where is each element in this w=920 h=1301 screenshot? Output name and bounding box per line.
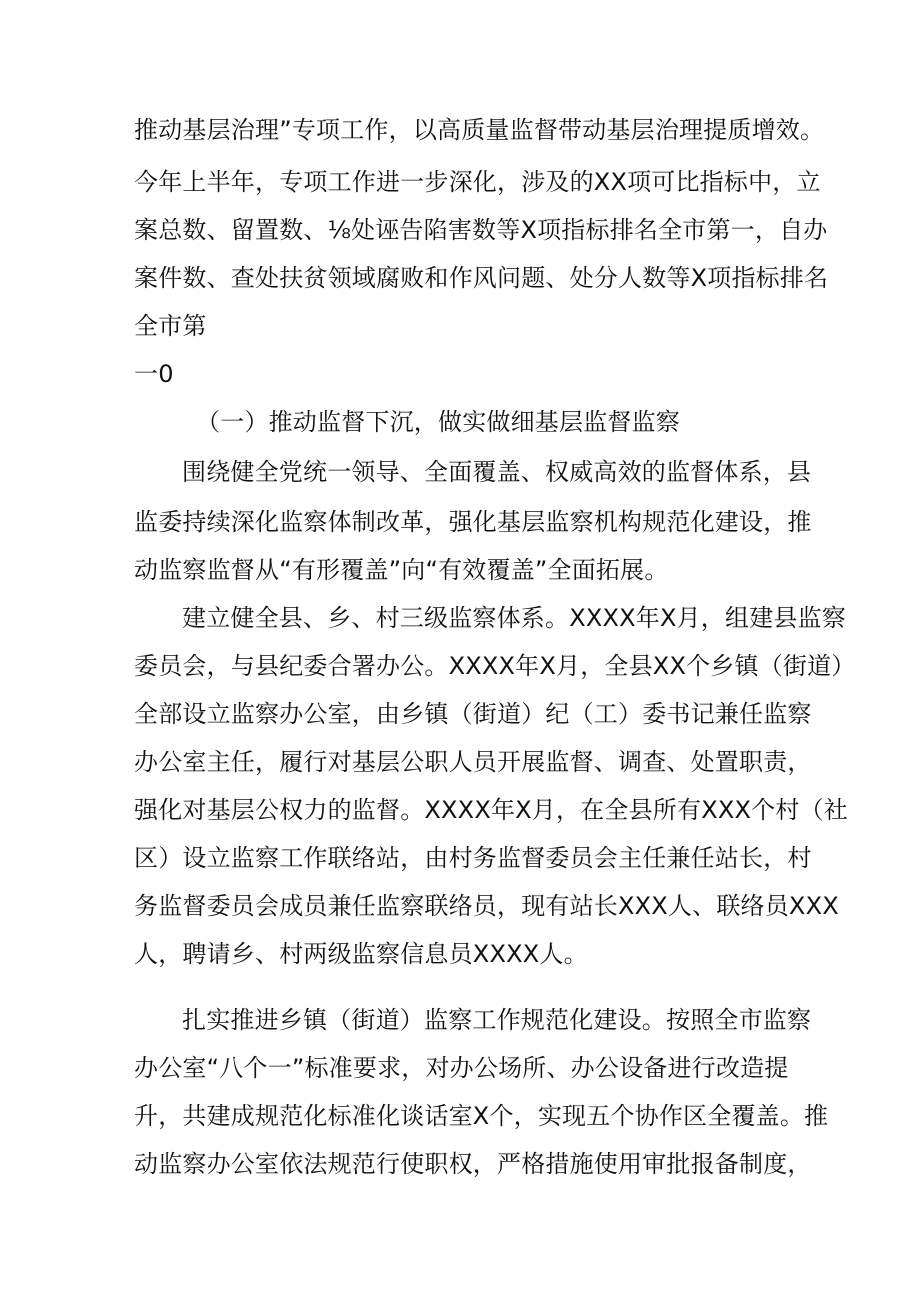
text-line-14: 办公室主任，履行对基层公职人员开展监督、调查、处置职责， bbox=[134, 748, 812, 776]
text-line-13: 全部设立监察办公室，由乡镇（街道）纪（工）委书记兼任监察 bbox=[134, 700, 812, 728]
text-line-15: 强化对基层公权力的监督。XXXX年X月，在全县所有XXX个村（社 bbox=[134, 796, 848, 824]
text-line-11: 建立健全县、乡、村三级监察体系。XXXX年X月，组建县监察 bbox=[182, 604, 847, 632]
text-line-5: 全市第 bbox=[134, 312, 207, 340]
text-line-17: 务监督委员会成员兼任监察联络员，现有站长XXX人、联络员XXX bbox=[134, 892, 839, 920]
text-line-10: 动监察监督从“有形覆盖”向“有效覆盖”全面拓展。 bbox=[134, 556, 669, 584]
text-line-1: 推动基层治理”专项工作，以高质量监督带动基层治理提质增效。 bbox=[134, 116, 825, 144]
text-line-3: 案总数、留置数、⅛处诬告陷害数等X项指标排名全市第一，自办 bbox=[134, 216, 828, 244]
text-line-4: 案件数、查处扶贫领域腐败和作风问题、处分人数等X项指标排名 bbox=[134, 264, 829, 292]
text-line-20: 办公室“八个一”标准要求，对办公场所、办公设备进行改造提 bbox=[134, 1054, 789, 1082]
text-line-2: 今年上半年，专项工作进一步深化，涉及的XX项可比指标中，立 bbox=[134, 168, 821, 196]
section-heading: （一）推动监督下沉，做实做细基层监督监察 bbox=[196, 408, 680, 436]
text-line-8: 围绕健全党统一领导、全面覆盖、权威高效的监督体系，县 bbox=[182, 458, 812, 486]
text-line-12: 委员会，与县纪委合署办公。XXXX年X月，全县XX个乡镇（街道） bbox=[134, 652, 856, 680]
text-line-18: 人，聘请乡、村两级监察信息员XXXX人。 bbox=[134, 940, 588, 968]
text-line-16: 区）设立监察工作联络站，由村务监督委员会主任兼任站长，村 bbox=[134, 844, 812, 872]
text-line-6: 一0 bbox=[134, 360, 174, 388]
text-line-9: 监委持续深化监察体制改革，强化基层监察机构规范化建设，推 bbox=[134, 508, 812, 536]
text-line-19: 扎实推进乡镇（街道）监察工作规范化建设。按照全市监察 bbox=[182, 1006, 812, 1034]
text-line-21: 升，共建成规范化标准化谈话室X个，实现五个协作区全覆盖。推 bbox=[134, 1102, 829, 1130]
text-line-22: 动监察办公室依法规范行使职权，严格措施使用审批报备制度， bbox=[134, 1150, 812, 1178]
